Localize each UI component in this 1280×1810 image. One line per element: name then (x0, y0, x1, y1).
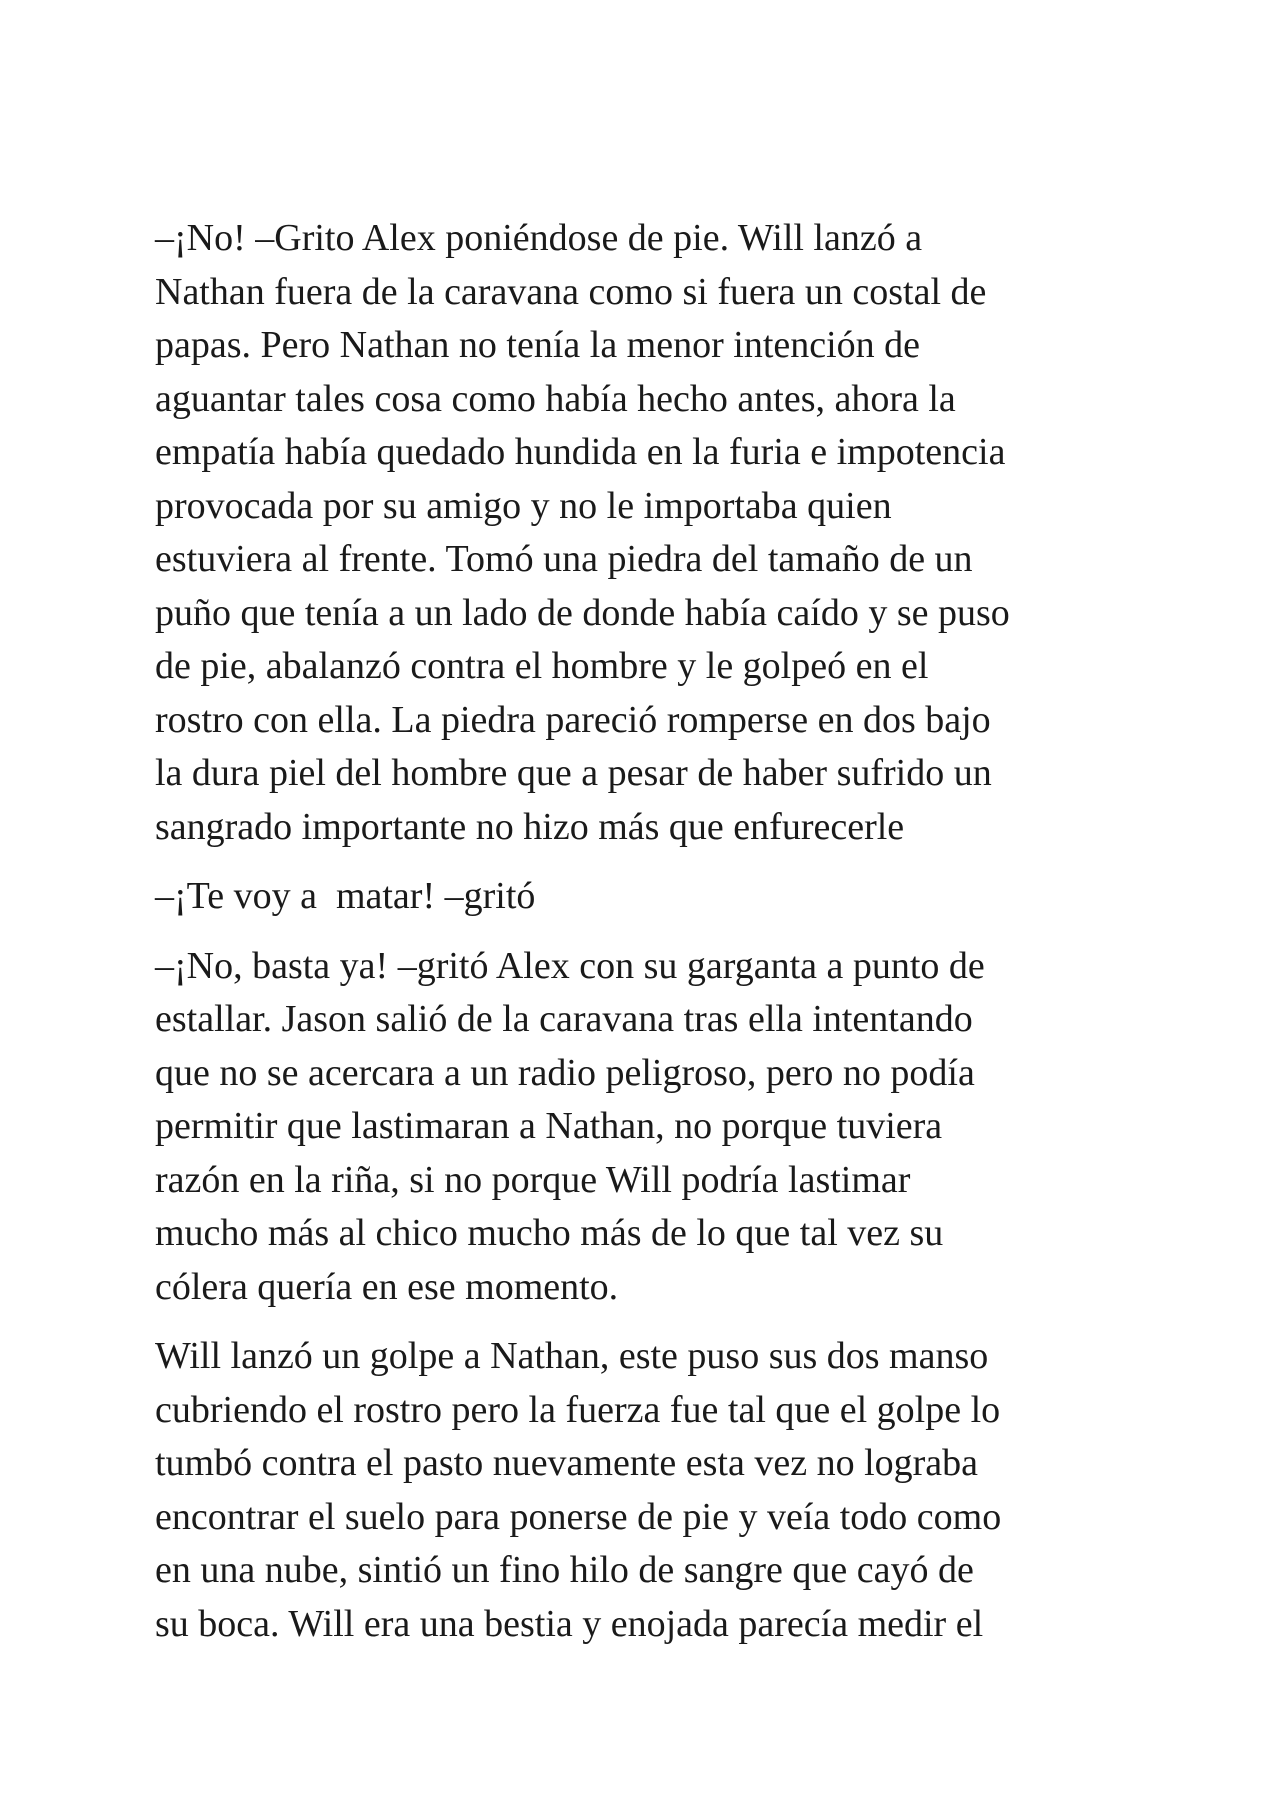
text-line: –¡Te voy a matar! –gritó (155, 875, 536, 917)
text-line: estuviera al frente. Tomó una piedra del tamaño de un (155, 538, 973, 580)
text-line: cubriendo el rostro pero la fuerza fue tal que el golpe lo (155, 1388, 1001, 1431)
paragraph-4 (155, 1330, 1135, 1651)
text-line: mucho más al chico mucho más de lo que tal vez su (155, 1212, 944, 1254)
text-line: puño que tenía a un lado de donde había caído y se puso (155, 591, 1010, 634)
text-line: empatía había quedado hundida en la furia e impotencia (155, 431, 1006, 473)
text-line: cólera quería en ese momento. (155, 1265, 619, 1308)
body-text (155, 212, 1135, 1667)
paragraph-2 (155, 870, 1135, 924)
text-line: la dura piel del hombre que a pesar de haber sufrido un (155, 752, 992, 794)
text-line: encontrar el suelo para ponerse de pie y veía todo como (155, 1495, 1002, 1538)
text-line: tumbó contra el pasto nuevamente esta vez no lograba (155, 1442, 979, 1484)
text-line: razón en la riña, si no porque Will podría lastimar (155, 1158, 911, 1201)
text-line: Nathan fuera de la caravana como si fuera un costal de (155, 270, 987, 313)
text-line: estallar. Jason salió de la caravana tras ella intentando (155, 998, 973, 1040)
text-line: –¡No, basta ya! –gritó Alex con su garganta a punto de (155, 944, 985, 987)
text-line: su boca. Will era una bestia y enojada parecía medir el (155, 1602, 984, 1645)
text-line: papas. Pero Nathan no tenía la menor intención de (155, 324, 921, 366)
text-line: sangrado importante no hizo más que enfurecerle (155, 805, 905, 848)
paragraph-3 (155, 940, 1135, 1315)
text-line: permitir que lastimaran a Nathan, no porque tuviera (155, 1105, 943, 1147)
text-line: en una nube, sintió un fino hilo de sangre que cayó de (155, 1549, 974, 1591)
text-line: rostro con ella. La piedra pareció romperse en dos bajo (155, 698, 991, 741)
text-line: –¡No! –Grito Alex poniéndose de pie. Will lanzó a (155, 217, 923, 259)
text-line: provocada por su amigo y no le importaba quien (155, 484, 892, 527)
text-line: aguantar tales cosa como había hecho antes, ahora la (155, 377, 956, 420)
text-line: Will lanzó un golpe a Nathan, este puso sus dos manso (155, 1335, 989, 1377)
text-line: que no se acercara a un radio peligroso, pero no podía (155, 1051, 975, 1094)
text-line: de pie, abalanzó contra el hombre y le golpeó en el (155, 645, 929, 687)
paragraph-1 (155, 212, 1135, 854)
